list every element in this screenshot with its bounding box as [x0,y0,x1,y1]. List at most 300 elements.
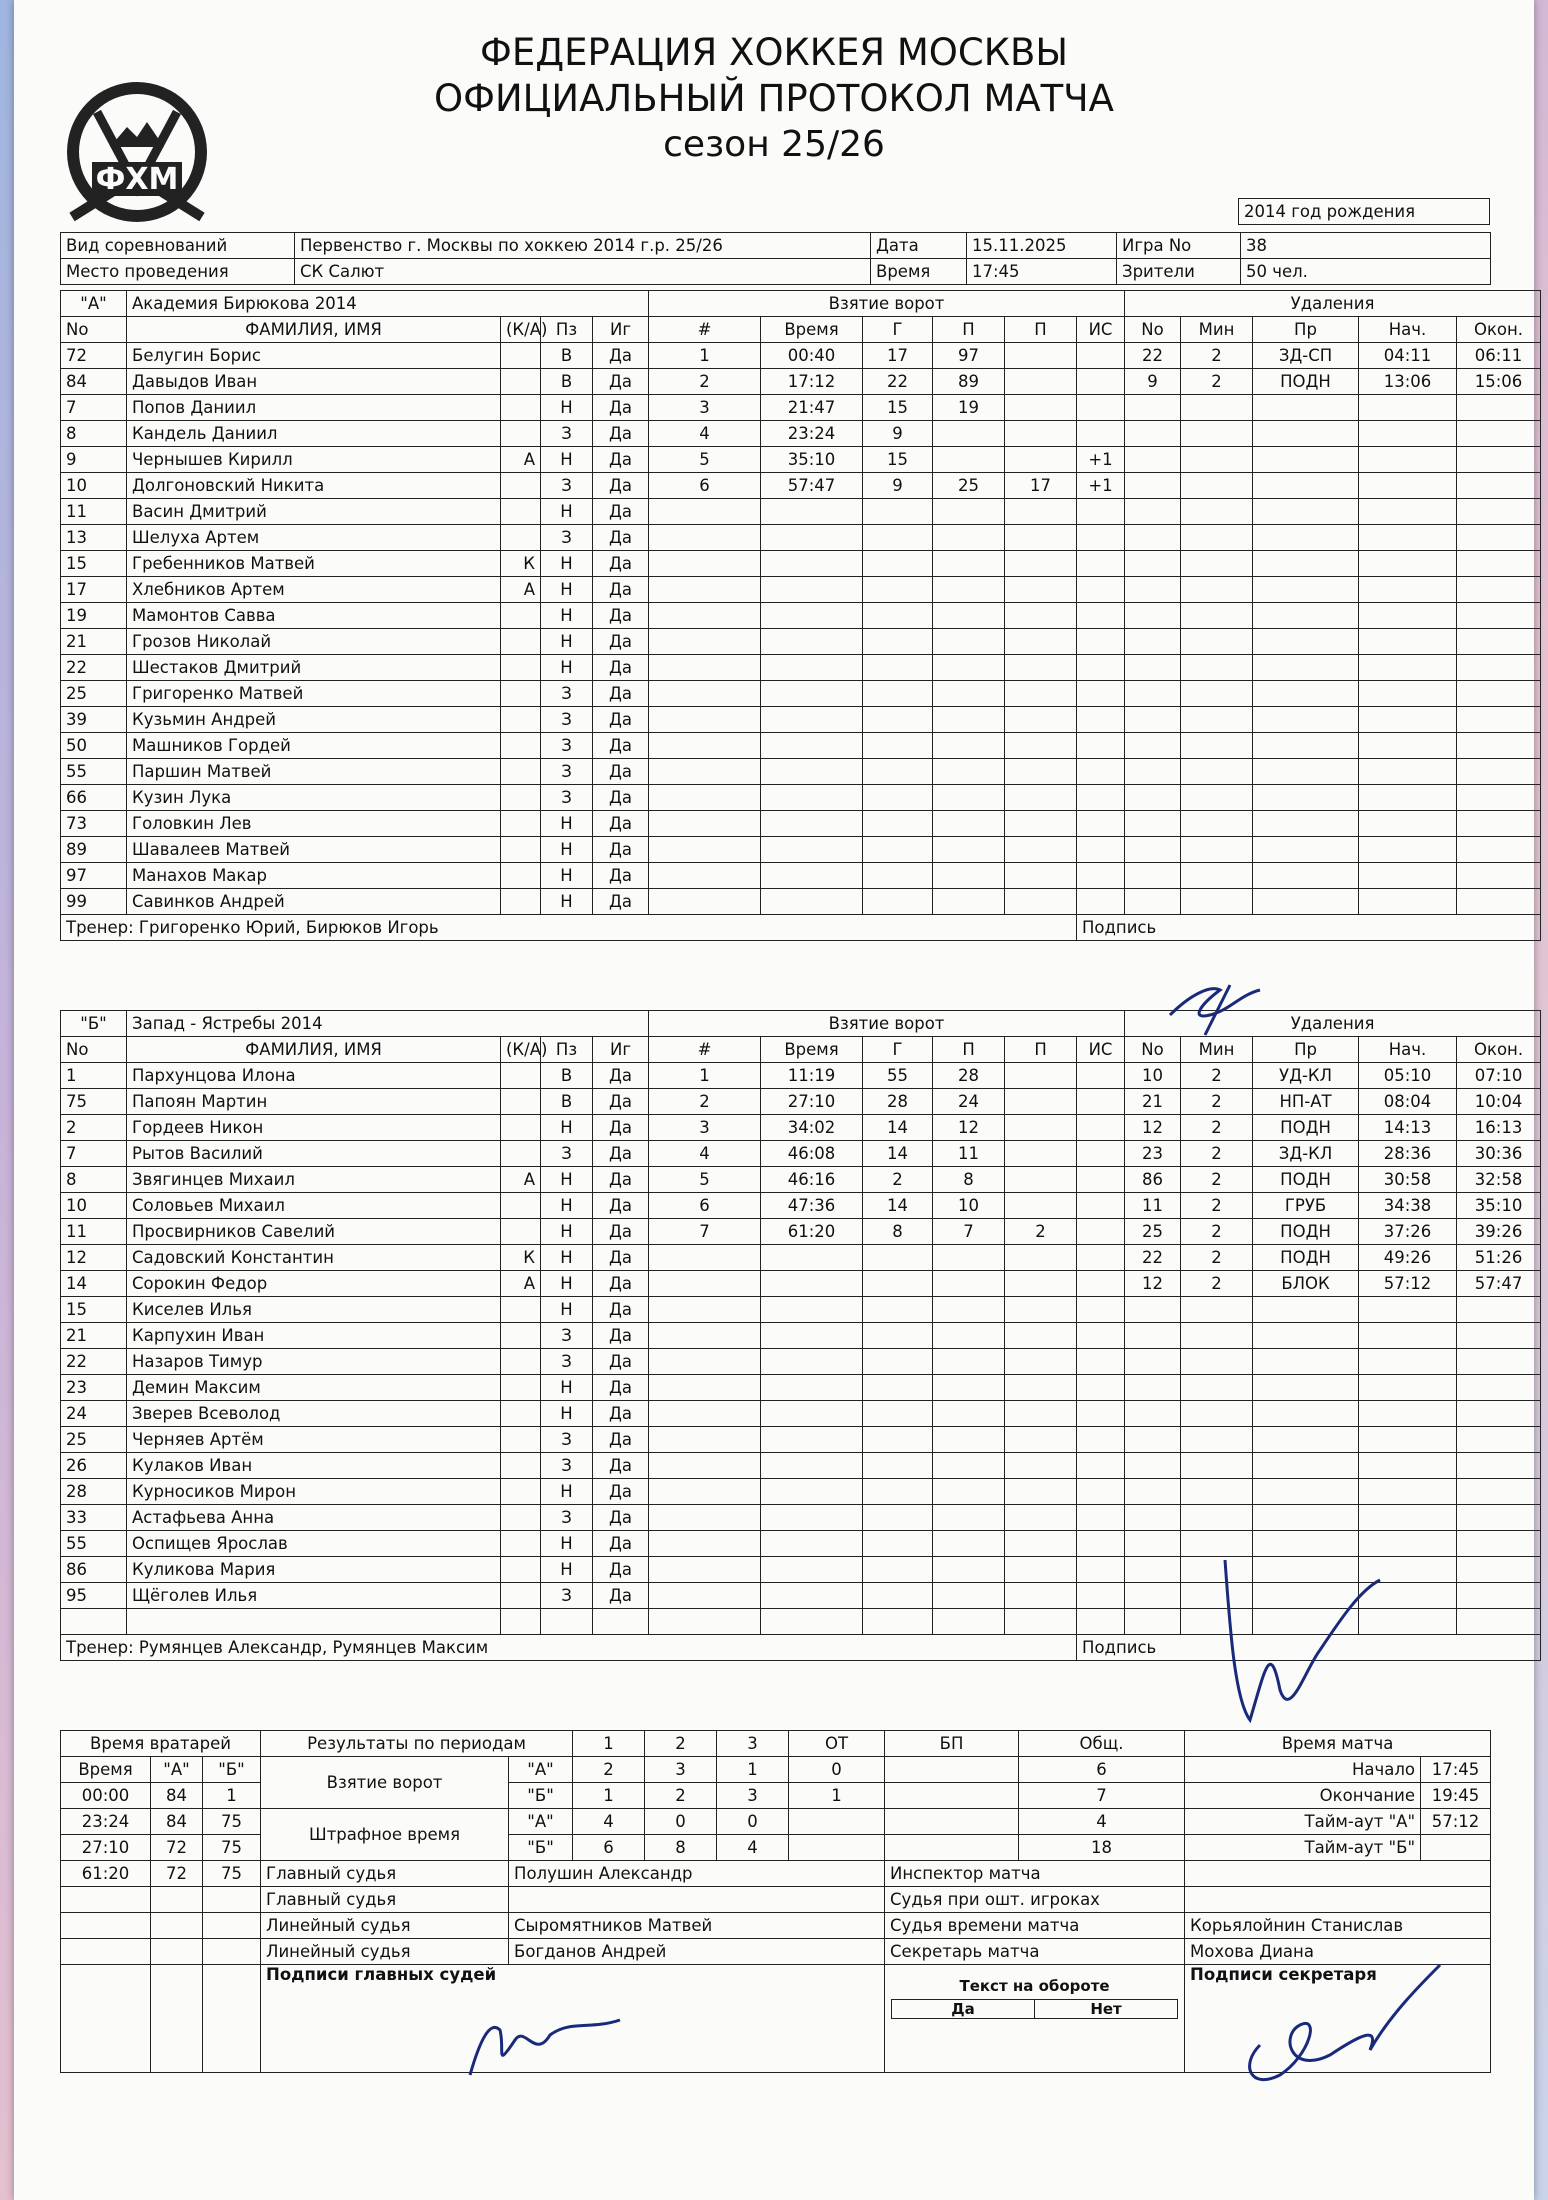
venue-label: Место проведения [61,259,295,285]
player-played: Да [593,1557,649,1583]
document-header [0,30,1548,168]
goals-b-p3: 3 [717,1783,789,1809]
goals-b-tag: "Б" [509,1783,573,1809]
table-row [61,1115,1541,1141]
player-played: Да [593,1505,649,1531]
pim-b-p3: 4 [717,1835,789,1861]
player-number: 21 [61,1323,127,1349]
penalty-cell: 32:58 [1457,1167,1541,1193]
col-num: # [649,1037,761,1063]
player-played: Да [593,1531,649,1557]
table-row [61,1219,1541,1245]
linesman2-label: Линейный судья [261,1939,509,1965]
player-role [501,1323,541,1349]
goal-cell [1005,369,1077,395]
goal-cell: 9 [863,421,933,447]
penalty-cell: 15:06 [1457,369,1541,395]
player-role: А [501,1167,541,1193]
table-row [61,681,1541,707]
bottom-table [60,1730,1491,2073]
date-label: Дата [871,233,967,259]
player-role [501,1219,541,1245]
player-role [501,811,541,837]
penalty-cell: ЗД-КЛ [1253,1141,1359,1167]
back-text-box [885,1965,1185,2073]
player-number: 7 [61,395,127,421]
player-position: В [541,1089,593,1115]
player-played: Да [593,1297,649,1323]
back-text-label: Текст на обороте [959,1977,1110,1995]
player-position: З [541,1349,593,1375]
player-position: Н [541,603,593,629]
player-position: Н [541,1297,593,1323]
gk-time-header: Время [61,1757,151,1783]
col-name [127,1037,501,1063]
meta-table [60,232,1491,285]
goal-cell: 8 [933,1167,1005,1193]
goal-cell: 22 [863,369,933,395]
table-row [61,1531,1541,1557]
player-position: Н [541,577,593,603]
goal-cell [1077,1167,1125,1193]
results-title: Результаты по периодам [261,1731,573,1757]
player-position: Н [541,1193,593,1219]
goal-cell: 14 [863,1193,933,1219]
comp-value: Первенство г. Москвы по хоккею 2014 г.р. 25/26 [295,233,871,259]
penalty-cell: 39:26 [1457,1219,1541,1245]
goals-b-p1: 1 [573,1783,645,1809]
player-position: З [541,733,593,759]
player-played: Да [593,577,649,603]
pim-a-p3: 0 [717,1809,789,1835]
player-played: Да [593,655,649,681]
player-role [501,525,541,551]
end-time: 19:45 [1421,1783,1491,1809]
player-name: Карпухин Иван [127,1323,501,1349]
player-name: Васин Дмитрий [127,499,501,525]
player-number: 1 [61,1063,127,1089]
penalty-cell: 2 [1181,1219,1253,1245]
pim-b-ot [789,1835,885,1861]
goals-title: Взятие ворот [649,291,1125,317]
coach: Тренер: Григоренко Юрий, Бирюков Игорь [61,915,1077,941]
penalty-cell: 30:58 [1359,1167,1457,1193]
player-role: А [501,1271,541,1297]
col-time: Время [761,317,863,343]
player-name: Зверев Всеволод [127,1401,501,1427]
player-position: Н [541,1115,593,1141]
col-name-label: ФАМИЛИЯ, ИМЯ [245,1040,382,1059]
table-row [61,1349,1541,1375]
player-played: Да [593,421,649,447]
player-position: Н [541,551,593,577]
coach: Тренер: Румянцев Александр, Румянцев Максим [61,1635,1077,1661]
player-role [501,395,541,421]
player-number: 17 [61,577,127,603]
ref-sign-label: Подписи главных судей [261,1965,885,2073]
gk-row-a: 84 [151,1783,203,1809]
penalty-cell: 2 [1181,1063,1253,1089]
penalty-cell: НП-АТ [1253,1089,1359,1115]
table-row [61,1427,1541,1453]
table-row [61,1193,1541,1219]
player-name: Хлебников Артем [127,577,501,603]
penalty-cell: 06:11 [1457,343,1541,369]
penalty-cell: ПОДН [1253,369,1359,395]
col-is: ИС [1077,317,1125,343]
player-number: 11 [61,499,127,525]
player-name: Манахов Макар [127,863,501,889]
player-role [501,1115,541,1141]
table-row [61,525,1541,551]
player-played: Да [593,1167,649,1193]
player-number: 22 [61,655,127,681]
goal-cell: 1 [649,1063,761,1089]
player-number: 75 [61,1089,127,1115]
gk-row-time: 23:24 [61,1809,151,1835]
col-ig: Иг [593,317,649,343]
goal-cell: 2 [649,369,761,395]
player-name: Кулаков Иван [127,1453,501,1479]
linesman1: Сыромятников Матвей [509,1913,885,1939]
goal-cell: 55 [863,1063,933,1089]
col-p: П [933,1037,1005,1063]
goal-cell [1005,343,1077,369]
penalty-cell: 10:04 [1457,1089,1541,1115]
table-row [61,733,1541,759]
table-row [61,1245,1541,1271]
penalty-cell: 37:26 [1359,1219,1457,1245]
date-value: 15.11.2025 [967,233,1117,259]
player-position: Н [541,889,593,915]
col-time: Время [761,1037,863,1063]
player-played: Да [593,1323,649,1349]
linesman2: Богданов Андрей [509,1939,885,1965]
pen-judge [1185,1887,1491,1913]
goal-cell: 8 [863,1219,933,1245]
goal-cell [1005,1115,1077,1141]
player-played: Да [593,733,649,759]
table-row [61,1063,1541,1089]
player-position: З [541,421,593,447]
pim-a-ot [789,1809,885,1835]
table-row [61,1479,1541,1505]
goal-cell: 7 [649,1219,761,1245]
team-tag: "А" [61,291,127,317]
player-name: Звягинцев Михаил [127,1167,501,1193]
player-number: 33 [61,1505,127,1531]
col-p2: П [1005,317,1077,343]
goal-cell [1005,1167,1077,1193]
player-position: З [541,1323,593,1349]
player-name: Пархунцова Илона [127,1063,501,1089]
teamB-table [60,1010,1541,1661]
penalty-cell: ПОДН [1253,1245,1359,1271]
penalty-cell: 08:04 [1359,1089,1457,1115]
goal-cell: 2 [1005,1219,1077,1245]
player-played: Да [593,1063,649,1089]
player-name: Щёголев Илья [127,1583,501,1609]
player-name: Долгоновский Никита [127,473,501,499]
player-played: Да [593,1401,649,1427]
col-num: # [649,317,761,343]
penalty-cell: ЗД-СП [1253,343,1359,369]
player-position: В [541,1063,593,1089]
player-position: З [541,707,593,733]
game-value: 38 [1241,233,1491,259]
col-ig: Иг [593,1037,649,1063]
penalty-cell: 12 [1125,1115,1181,1141]
player-role [501,889,541,915]
goal-cell: 23:24 [761,421,863,447]
penalty-cell: ПОДН [1253,1115,1359,1141]
goal-cell [1077,1089,1125,1115]
penalty-cell: ПОДН [1253,1219,1359,1245]
pim-a-p1: 4 [573,1809,645,1835]
player-position: Н [541,1479,593,1505]
player-name: Головкин Лев [127,811,501,837]
goal-cell: 97 [933,343,1005,369]
goal-cell: 12 [933,1115,1005,1141]
goal-cell [1077,1141,1125,1167]
player-played: Да [593,1271,649,1297]
time-label: Время [871,259,967,285]
col-ka: (К/А) [501,1037,541,1063]
goal-cell [1005,1193,1077,1219]
time-value: 17:45 [967,259,1117,285]
timeout-b [1421,1835,1491,1861]
col-min: Мин [1181,317,1253,343]
player-position: Н [541,1271,593,1297]
player-role [501,603,541,629]
player-role [501,629,541,655]
table-row [61,863,1541,889]
goal-cell: 46:16 [761,1167,863,1193]
player-number: 7 [61,1141,127,1167]
player-name: Машников Гордей [127,733,501,759]
penalty-cell: 14:13 [1359,1115,1457,1141]
goals-b-ot: 1 [789,1783,885,1809]
period-ot: ОТ [789,1731,885,1757]
player-played: Да [593,499,649,525]
goal-cell: 27:10 [761,1089,863,1115]
penalties-title: Удаления [1125,291,1541,317]
pim-b-bp [885,1835,1019,1861]
player-played: Да [593,1583,649,1609]
player-played: Да [593,811,649,837]
player-played: Да [593,1089,649,1115]
player-role [501,1453,541,1479]
player-number: 12 [61,1245,127,1271]
player-number: 23 [61,1375,127,1401]
player-number: 8 [61,1167,127,1193]
goal-cell: 35:10 [761,447,863,473]
player-role: К [501,551,541,577]
timekeeper: Корьялойнин Станислав [1185,1913,1491,1939]
period-total: Общ. [1019,1731,1185,1757]
player-number: 10 [61,473,127,499]
gk-row-b: 75 [203,1809,261,1835]
gk-a-header: "А" [151,1757,203,1783]
table-row [61,707,1541,733]
table-row [61,447,1541,473]
inspector-label: Инспектор матча [885,1861,1185,1887]
player-number: 24 [61,1401,127,1427]
table-row [61,1401,1541,1427]
goal-cell [1077,421,1125,447]
table-row [61,343,1541,369]
pim-b-p2: 8 [645,1835,717,1861]
penalty-cell: 57:12 [1359,1271,1457,1297]
player-role [501,1505,541,1531]
player-position: З [541,759,593,785]
gk-row-b: 75 [203,1861,261,1887]
ref2-label: Главный судья [261,1887,509,1913]
spectators-value: 50 чел. [1241,259,1491,285]
goal-cell [1077,1193,1125,1219]
player-name: Папоян Мартин [127,1089,501,1115]
back-text-no[interactable]: Нет [1090,2000,1122,2018]
penalty-cell: БЛОК [1253,1271,1359,1297]
back-text-yes[interactable]: Да [892,2000,1035,2018]
player-role [501,1375,541,1401]
gk-row-time: 27:10 [61,1835,151,1861]
player-role [501,1531,541,1557]
player-name: Соловьев Михаил [127,1193,501,1219]
pim-label: Штрафное время [261,1809,509,1861]
player-number: 19 [61,603,127,629]
col-end: Окон. [1457,317,1541,343]
player-position: З [541,1583,593,1609]
goal-cell: 7 [933,1219,1005,1245]
goal-cell [1005,447,1077,473]
player-number: 25 [61,681,127,707]
player-name: Белугин Борис [127,343,501,369]
table-row [61,1583,1541,1609]
player-name: Рытов Василий [127,1141,501,1167]
player-role [501,707,541,733]
player-name: Давыдов Иван [127,369,501,395]
ref1: Полушин Александр [509,1861,885,1887]
player-position: З [541,785,593,811]
col-p: П [933,317,1005,343]
goal-cell: 25 [933,473,1005,499]
penalty-cell: 22 [1125,343,1181,369]
table-row [61,811,1541,837]
goal-cell [1077,1115,1125,1141]
player-number: 9 [61,447,127,473]
goal-cell [933,447,1005,473]
player-name: Попов Даниил [127,395,501,421]
player-number: 73 [61,811,127,837]
goal-cell: 9 [863,473,933,499]
team-name: Запад - Ястребы 2014 [127,1011,649,1037]
goals-title: Взятие ворот [649,1011,1125,1037]
goal-cell: 11 [933,1141,1005,1167]
table-row [61,1453,1541,1479]
player-name: Чернышев Кирилл [127,447,501,473]
penalty-cell: 2 [1181,343,1253,369]
gk-b-header: "Б" [203,1757,261,1783]
player-name: Савинков Андрей [127,889,501,915]
player-role: К [501,1245,541,1271]
player-number: 86 [61,1557,127,1583]
pim-a-tag: "А" [509,1809,573,1835]
goal-cell: 2 [649,1089,761,1115]
player-position: Н [541,1375,593,1401]
table-row [61,1375,1541,1401]
player-played: Да [593,369,649,395]
player-position: Н [541,1219,593,1245]
player-role [501,1583,541,1609]
player-role [501,499,541,525]
goal-cell: 11:19 [761,1063,863,1089]
player-played: Да [593,1115,649,1141]
penalty-cell: 34:38 [1359,1193,1457,1219]
player-played: Да [593,473,649,499]
player-role [501,1427,541,1453]
table-row [61,499,1541,525]
player-position: Н [541,1401,593,1427]
goal-cell: 57:47 [761,473,863,499]
period-bp: БП [885,1731,1019,1757]
player-position: З [541,1505,593,1531]
player-role [501,421,541,447]
player-name: Шелуха Артем [127,525,501,551]
secretary: Мохова Диана [1185,1939,1491,1965]
player-played: Да [593,785,649,811]
period-2: 2 [645,1731,717,1757]
player-name: Гребенников Матвей [127,551,501,577]
goal-cell [1005,1089,1077,1115]
goal-cell [1077,1063,1125,1089]
protocol-title: ОФИЦИАЛЬНЫЙ ПРОТОКОЛ МАТЧА [434,77,1114,120]
player-name: Кузьмин Андрей [127,707,501,733]
player-position: Н [541,863,593,889]
player-number: 8 [61,421,127,447]
period-3: 3 [717,1731,789,1757]
goals-label: Взятие ворот [261,1757,509,1809]
player-role [501,759,541,785]
penalty-cell: 13:06 [1359,369,1457,395]
team-name: Академия Бирюкова 2014 [127,291,649,317]
player-name: Киселев Илья [127,1297,501,1323]
goal-cell: +1 [1077,447,1125,473]
player-name: Григоренко Матвей [127,681,501,707]
table-row [61,1505,1541,1531]
penalty-cell: ГРУБ [1253,1193,1359,1219]
player-name: Оспищев Ярослав [127,1531,501,1557]
player-played: Да [593,681,649,707]
player-played: Да [593,447,649,473]
gk-row-time: 00:00 [61,1783,151,1809]
end-label: Окончание [1185,1783,1421,1809]
penalty-cell: 49:26 [1359,1245,1457,1271]
linesman1-label: Линейный судья [261,1913,509,1939]
goal-cell: 28 [863,1089,933,1115]
player-name: Курносиков Мирон [127,1479,501,1505]
player-position: Н [541,395,593,421]
spectators-label: Зрители [1117,259,1241,285]
penalty-cell: 35:10 [1457,1193,1541,1219]
col-is: ИС [1077,1037,1125,1063]
gk-row-b: 75 [203,1835,261,1861]
player-role: А [501,447,541,473]
player-played: Да [593,1193,649,1219]
player-number: 39 [61,707,127,733]
player-played: Да [593,1453,649,1479]
player-name: Кузин Лука [127,785,501,811]
